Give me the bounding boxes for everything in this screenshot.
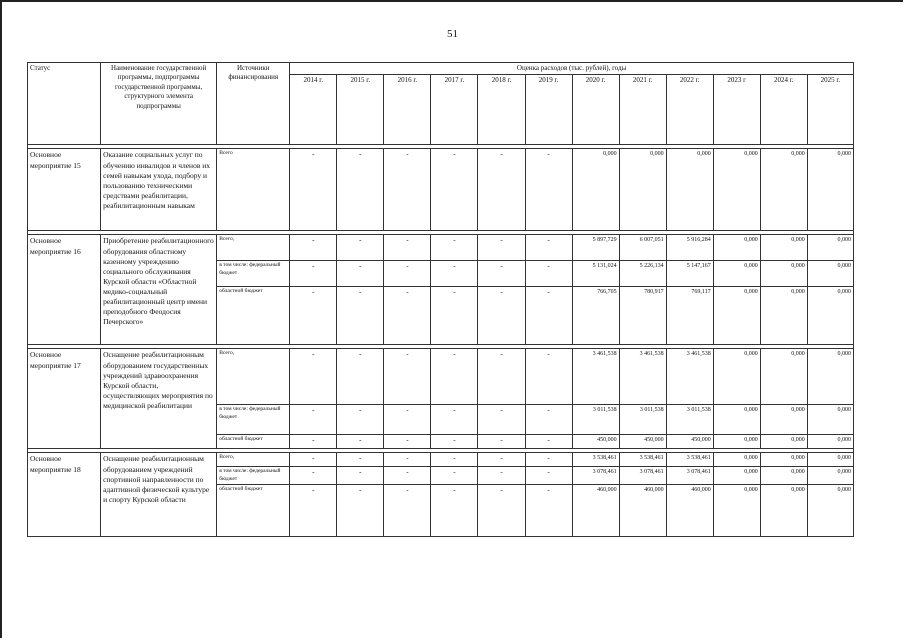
value-cell: - bbox=[478, 484, 525, 536]
value-cell: - bbox=[525, 435, 572, 449]
value-cell: 3 011,538 bbox=[619, 405, 666, 435]
value-cell: - bbox=[478, 405, 525, 435]
value-cell: 0,000 bbox=[713, 467, 760, 484]
value-cell: 0,000 bbox=[760, 261, 807, 287]
value-cell: - bbox=[478, 349, 525, 405]
value-cell: - bbox=[431, 149, 478, 231]
value-cell: 766,705 bbox=[572, 287, 619, 345]
value-cell: - bbox=[431, 235, 478, 261]
value-cell: - bbox=[384, 405, 431, 435]
value-cell: - bbox=[431, 467, 478, 484]
value-cell: - bbox=[384, 435, 431, 449]
header-year: 2014 г. bbox=[290, 75, 337, 145]
value-cell: 0,000 bbox=[807, 235, 853, 261]
header-year: 2025 г. bbox=[807, 75, 853, 145]
name-cell: Оснащение реабилитационным оборудованием учреждений спортивной направленности по адаптивной физической культуре и спорту Курской области bbox=[101, 453, 217, 536]
value-cell: 0,000 bbox=[713, 484, 760, 536]
value-cell: - bbox=[431, 287, 478, 345]
value-cell: - bbox=[290, 235, 337, 261]
source-cell: в том числе: федеральный бюджет bbox=[217, 405, 290, 435]
source-cell: Всего bbox=[217, 149, 290, 231]
value-cell: 0,000 bbox=[760, 235, 807, 261]
source-cell: Всего, bbox=[217, 453, 290, 467]
header-name: Наименование государственной программы, подпрограммы государственной программы, структурного элемента подпрограммы bbox=[101, 63, 217, 145]
value-cell: - bbox=[290, 287, 337, 345]
value-cell: - bbox=[290, 149, 337, 231]
value-cell: - bbox=[525, 149, 572, 231]
value-cell: 0,000 bbox=[713, 149, 760, 231]
value-cell: 3 538,461 bbox=[572, 453, 619, 467]
table-row bbox=[28, 349, 854, 405]
value-cell: - bbox=[337, 484, 384, 536]
value-cell: - bbox=[478, 287, 525, 345]
value-cell: 0,000 bbox=[807, 467, 853, 484]
value-cell: - bbox=[337, 235, 384, 261]
header-year: 2017 г. bbox=[431, 75, 478, 145]
value-cell: - bbox=[525, 484, 572, 536]
value-cell: 769,117 bbox=[666, 287, 713, 345]
value-cell: - bbox=[478, 453, 525, 467]
expenditure-table bbox=[27, 62, 854, 537]
value-cell: 5 226,134 bbox=[619, 261, 666, 287]
value-cell: - bbox=[384, 235, 431, 261]
value-cell: 0,000 bbox=[713, 405, 760, 435]
source-cell: областной бюджет bbox=[217, 484, 290, 536]
header-year: 2022 г. bbox=[666, 75, 713, 145]
value-cell: 5 147,167 bbox=[666, 261, 713, 287]
value-cell: - bbox=[384, 261, 431, 287]
header-year: 2024 г. bbox=[760, 75, 807, 145]
value-cell: - bbox=[431, 484, 478, 536]
value-cell: 0,000 bbox=[760, 467, 807, 484]
value-cell: 5 131,024 bbox=[572, 261, 619, 287]
value-cell: 0,000 bbox=[807, 435, 853, 449]
value-cell: 5 916,284 bbox=[666, 235, 713, 261]
value-cell: - bbox=[431, 405, 478, 435]
value-cell: - bbox=[337, 435, 384, 449]
value-cell: 0,000 bbox=[666, 149, 713, 231]
source-cell: Всего, bbox=[217, 235, 290, 261]
header-sources: Источники финансирования bbox=[217, 63, 290, 145]
value-cell: - bbox=[384, 349, 431, 405]
value-cell: - bbox=[290, 405, 337, 435]
value-cell: 0,000 bbox=[807, 405, 853, 435]
table-row bbox=[28, 453, 854, 467]
source-cell: в том числе: федеральный бюджет bbox=[217, 261, 290, 287]
value-cell: - bbox=[478, 435, 525, 449]
value-cell: 0,000 bbox=[619, 149, 666, 231]
value-cell: 0,000 bbox=[713, 287, 760, 345]
value-cell: 0,000 bbox=[760, 484, 807, 536]
value-cell: - bbox=[337, 467, 384, 484]
name-cell: Оснащение реабилитационным оборудованием государственных учреждений здравоохранения Курской области, осуществляющих мероприятия по медицинской реабилитации bbox=[101, 349, 217, 449]
value-cell: - bbox=[384, 484, 431, 536]
value-cell: 0,000 bbox=[713, 235, 760, 261]
header-year: 2019 г. bbox=[525, 75, 572, 145]
value-cell: 450,000 bbox=[572, 435, 619, 449]
value-cell: - bbox=[431, 435, 478, 449]
value-cell: 0,000 bbox=[713, 261, 760, 287]
header-estimate: Оценка расходов (тыс. рублей), годы bbox=[290, 63, 854, 75]
name-cell: Приобретение реабилитационного оборудования областному казенному учреждению социального обслуживания Курской области «Областной медико-социальный реабилитационный центр имени преподобного Феодосия Печерского» bbox=[101, 235, 217, 345]
value-cell: 3 461,538 bbox=[572, 349, 619, 405]
value-cell: 3 538,461 bbox=[666, 453, 713, 467]
value-cell: 0,000 bbox=[807, 453, 853, 467]
value-cell: 0,000 bbox=[807, 261, 853, 287]
source-cell: в том числе: федеральный бюджет bbox=[217, 467, 290, 484]
value-cell: - bbox=[290, 484, 337, 536]
value-cell: - bbox=[384, 453, 431, 467]
name-cell: Оказание социальных услуг по обучению инвалидов и членов их семей навыкам ухода, подбору и пользованию техническими средствами реабилитации, реабилитационным навыкам bbox=[101, 149, 217, 231]
value-cell: 450,000 bbox=[666, 435, 713, 449]
header-year: 2023 г bbox=[713, 75, 760, 145]
source-cell: областной бюджет bbox=[217, 435, 290, 449]
value-cell: 0,000 bbox=[807, 349, 853, 405]
header-year: 2021 г. bbox=[619, 75, 666, 145]
value-cell: 0,000 bbox=[713, 349, 760, 405]
value-cell: 3 078,461 bbox=[619, 467, 666, 484]
page-number: 51 bbox=[447, 28, 458, 40]
value-cell: 3 078,461 bbox=[666, 467, 713, 484]
value-cell: - bbox=[478, 235, 525, 261]
status-cell: Основное мероприятие 18 bbox=[28, 453, 101, 536]
table-row bbox=[28, 235, 854, 261]
value-cell: - bbox=[478, 467, 525, 484]
value-cell: - bbox=[431, 453, 478, 467]
table-row bbox=[28, 149, 854, 231]
source-cell: областной бюджет bbox=[217, 287, 290, 345]
source-cell: Всего, bbox=[217, 349, 290, 405]
value-cell: - bbox=[337, 149, 384, 231]
value-cell: - bbox=[290, 467, 337, 484]
value-cell: 0,000 bbox=[760, 149, 807, 231]
value-cell: 0,000 bbox=[572, 149, 619, 231]
value-cell: 3 011,538 bbox=[666, 405, 713, 435]
value-cell: 460,000 bbox=[572, 484, 619, 536]
value-cell: - bbox=[337, 261, 384, 287]
header-status: Статус bbox=[28, 63, 101, 145]
header-year: 2018 г. bbox=[478, 75, 525, 145]
header-year: 2020 г. bbox=[572, 75, 619, 145]
header-year: 2015 г. bbox=[337, 75, 384, 145]
value-cell: - bbox=[431, 261, 478, 287]
header-row bbox=[28, 63, 854, 75]
value-cell: 6 007,051 bbox=[619, 235, 666, 261]
status-cell: Основное мероприятие 16 bbox=[28, 235, 101, 345]
value-cell: - bbox=[290, 453, 337, 467]
value-cell: 460,000 bbox=[666, 484, 713, 536]
value-cell: 3 461,538 bbox=[666, 349, 713, 405]
value-cell: 0,000 bbox=[760, 435, 807, 449]
value-cell: 0,000 bbox=[760, 349, 807, 405]
value-cell: 780,917 bbox=[619, 287, 666, 345]
value-cell: 0,000 bbox=[760, 453, 807, 467]
value-cell: - bbox=[290, 261, 337, 287]
value-cell: - bbox=[337, 349, 384, 405]
header-year: 2016 г. bbox=[384, 75, 431, 145]
value-cell: - bbox=[525, 287, 572, 345]
value-cell: - bbox=[337, 405, 384, 435]
value-cell: - bbox=[337, 453, 384, 467]
value-cell: - bbox=[290, 435, 337, 449]
value-cell: - bbox=[478, 149, 525, 231]
value-cell: - bbox=[337, 287, 384, 345]
value-cell: 0,000 bbox=[807, 149, 853, 231]
value-cell: 5 897,729 bbox=[572, 235, 619, 261]
value-cell: - bbox=[290, 349, 337, 405]
value-cell: - bbox=[384, 149, 431, 231]
value-cell: - bbox=[525, 453, 572, 467]
value-cell: 0,000 bbox=[807, 287, 853, 345]
value-cell: 3 538,461 bbox=[619, 453, 666, 467]
value-cell: - bbox=[478, 261, 525, 287]
value-cell: 0,000 bbox=[807, 484, 853, 536]
value-cell: - bbox=[431, 349, 478, 405]
status-cell: Основное мероприятие 17 bbox=[28, 349, 101, 449]
value-cell: - bbox=[525, 261, 572, 287]
value-cell: - bbox=[525, 235, 572, 261]
value-cell: 460,000 bbox=[619, 484, 666, 536]
value-cell: 3 011,538 bbox=[572, 405, 619, 435]
value-cell: - bbox=[525, 467, 572, 484]
value-cell: 0,000 bbox=[760, 405, 807, 435]
value-cell: - bbox=[525, 349, 572, 405]
value-cell: 3 461,538 bbox=[619, 349, 666, 405]
status-cell: Основное мероприятие 15 bbox=[28, 149, 101, 231]
value-cell: - bbox=[384, 467, 431, 484]
value-cell: - bbox=[384, 287, 431, 345]
value-cell: 0,000 bbox=[713, 453, 760, 467]
value-cell: 0,000 bbox=[713, 435, 760, 449]
value-cell: 0,000 bbox=[760, 287, 807, 345]
value-cell: 450,000 bbox=[619, 435, 666, 449]
value-cell: - bbox=[525, 405, 572, 435]
value-cell: 3 078,461 bbox=[572, 467, 619, 484]
